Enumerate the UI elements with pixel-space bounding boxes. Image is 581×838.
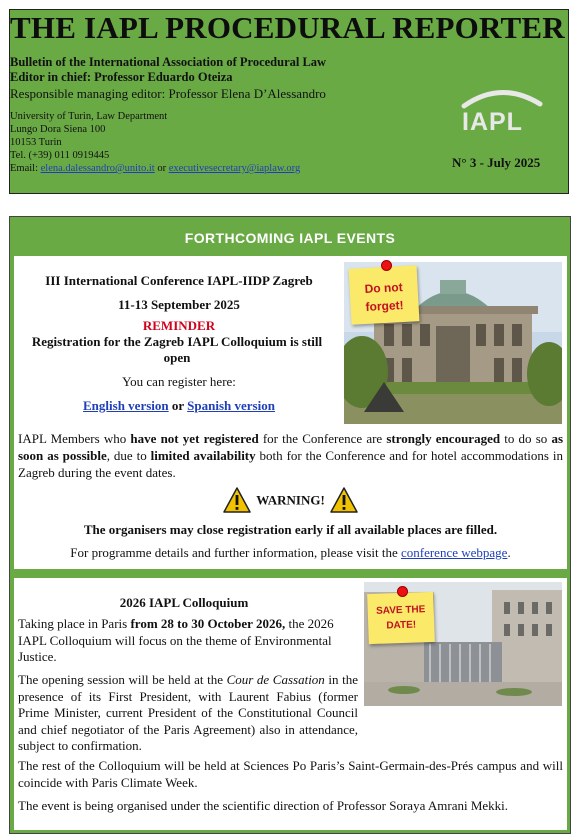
save-the-date-note <box>367 592 435 644</box>
note1-line-1: Do not <box>364 280 403 296</box>
warning-row <box>18 484 563 516</box>
paris-paragraph-3: The rest of the Colloquium will be held at Sciences Po Paris’s Saint-Germain-des-Prés campus and will coincide with Paris Climate Week. <box>18 758 563 790</box>
iapl-logo: IAPL <box>462 108 523 136</box>
registration-line-1: Registration for the Zagreb IAPL Colloquium is still <box>31 334 323 349</box>
bulletin-title: THE IAPL PROCEDURAL REPORTER <box>10 10 565 45</box>
address-line-2: Lungo Dora Siena 100 <box>10 124 106 135</box>
links-or: or <box>171 398 184 413</box>
event2-title: 2026 IAPL Colloquium <box>119 595 249 610</box>
email-or: or <box>157 163 167 174</box>
address-line-1: University of Turin, Law Department <box>10 111 168 122</box>
issue-number: N° 3 - July 2025 <box>452 155 541 170</box>
note1-line-2: forget! <box>365 298 404 314</box>
reminder-label: REMINDER <box>142 318 216 333</box>
warning-text: The organisers may close registration early if all available places are filled. <box>83 522 498 537</box>
registration-line-2: open <box>163 350 191 365</box>
section-banner: FORTHCOMING IAPL EVENTS <box>184 230 396 246</box>
warning-icon <box>222 486 252 514</box>
event1-title: III International Conference IAPL-IIDP Zagreb <box>45 273 313 288</box>
bulletin-subtitle: Bulletin of the International Association of Procedural Law <box>10 55 327 69</box>
paris-paragraph-2: The opening session will be held at the Cour de Cassation in the presence of its First President, with Laurent Fabius (former Prime Minister, current President of the Constitutional Council and chief negotiator of the Paris Agreement) also in attendance, subject to confirmation. <box>18 672 359 753</box>
email-link-secretary[interactable]: executivesecretary@iaplaw.org <box>168 163 301 174</box>
pushpin-icon-2 <box>397 586 408 597</box>
address-line-3: 10153 Turin <box>10 137 62 148</box>
pushpin-icon <box>381 260 392 271</box>
note2-line-1: SAVE THE <box>375 604 426 617</box>
editor-in-chief: Editor in chief: Professor Eduardo Oteiza <box>10 70 233 84</box>
registration-links <box>20 398 338 414</box>
note2-line-2: DATE! <box>386 619 417 632</box>
warning-icon-right <box>329 486 359 514</box>
english-version-link[interactable]: English version <box>83 398 169 413</box>
register-here: You can register here: <box>122 374 236 389</box>
registration-paragraph: IAPL Members who have not yet registered for the Conference are strongly encouraged to do so as soon as possible, due to limited availability both for the Conference and for hotel accommodations in Zagreb during the event dates. <box>18 431 563 480</box>
paris-paragraph-1: Taking place in Paris from 28 to 30 October 2026, the 2026 IAPL Colloquium will focus on the theme of Environmental Justice. <box>18 616 334 664</box>
telephone: Tel. (+39) 011 0919445 <box>10 150 110 161</box>
paris-paragraph-4: The event is being organised under the scientific direction of Professor Soraya Amrani Mekki. <box>18 798 509 813</box>
spanish-version-link[interactable]: Spanish version <box>187 398 275 413</box>
event1-dates: 11-13 September 2025 <box>118 297 240 312</box>
email-label: Email: <box>10 163 38 174</box>
do-not-forget-note <box>349 265 420 324</box>
email-link-editor[interactable]: elena.dalessandro@unito.it <box>40 163 155 174</box>
warning-label: WARNING! <box>256 492 325 508</box>
programme-line: For programme details and further information, please visit the conference webpage. <box>70 545 511 560</box>
conference-webpage-link[interactable]: conference webpage <box>400 545 508 560</box>
email-line <box>10 163 300 176</box>
managing-editor: Responsible managing editor: Professor Elena D’Alessandro <box>10 86 326 101</box>
